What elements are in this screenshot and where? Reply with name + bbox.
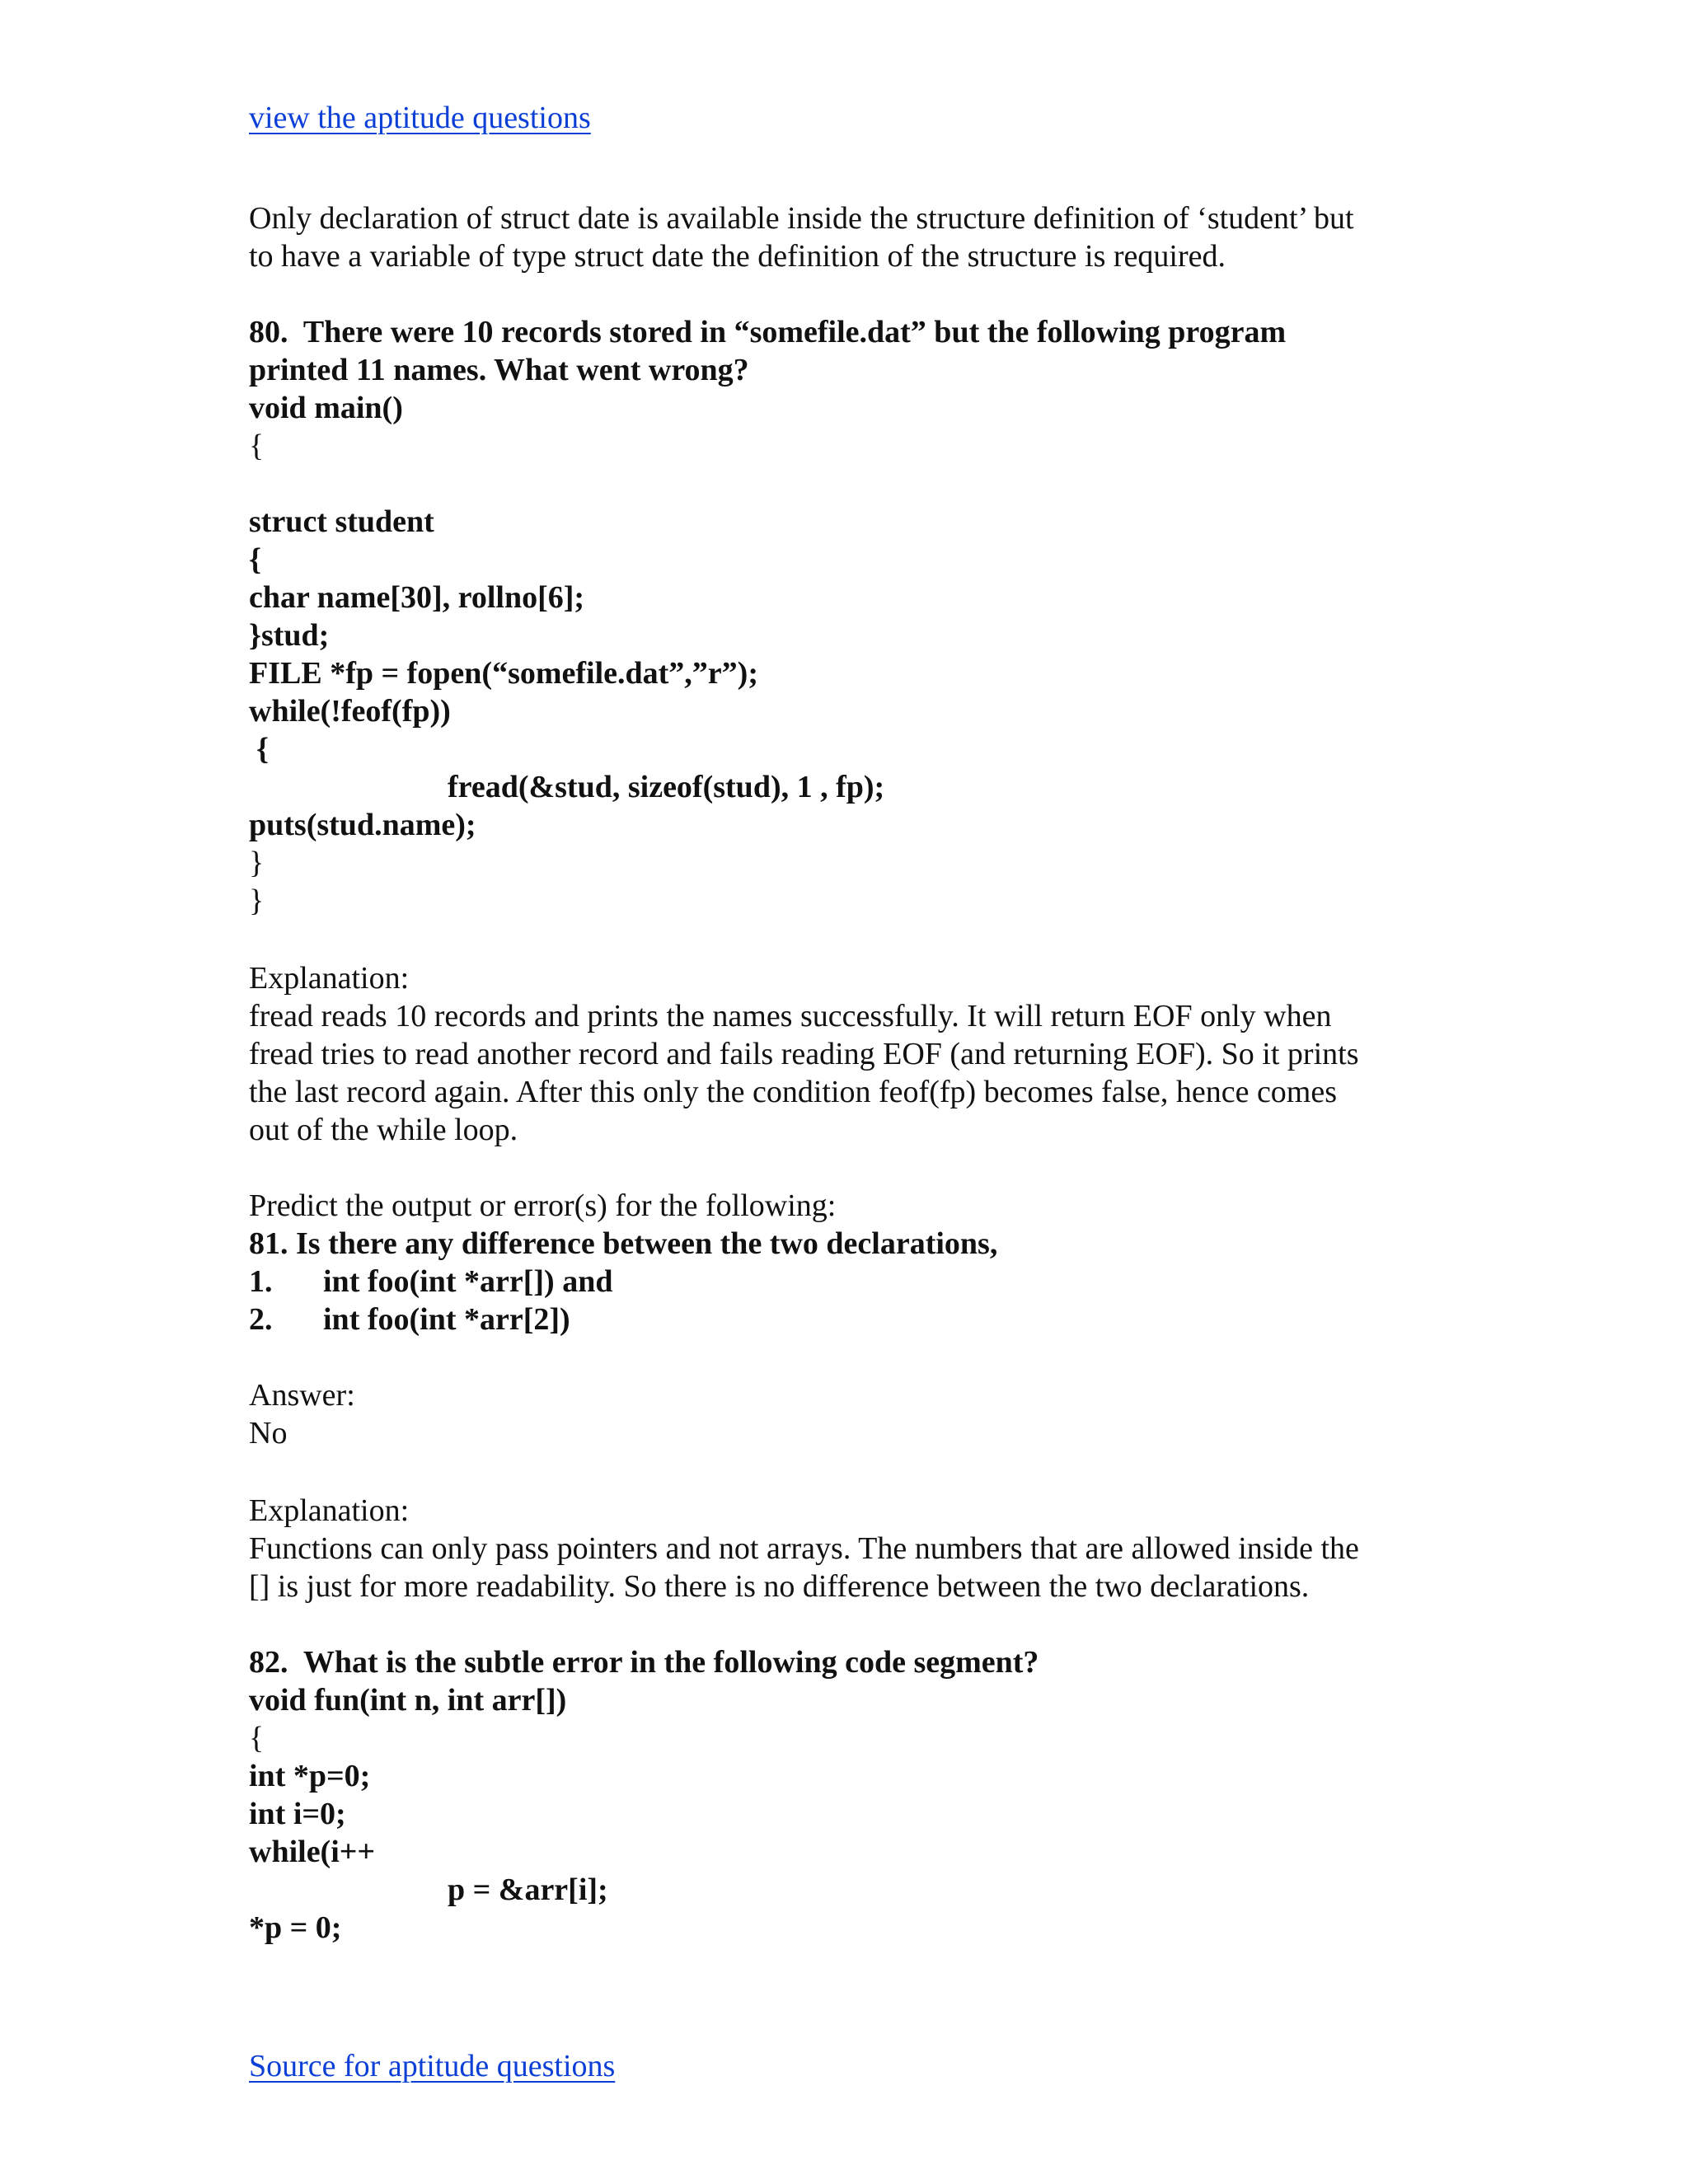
- q81-answer: No: [249, 1416, 288, 1451]
- q81-explanation-line: Functions can only pass pointers and not arrays. The numbers that are allowed inside the: [249, 1531, 1359, 1566]
- view-aptitude-questions-link[interactable]: view the aptitude questions: [249, 101, 591, 135]
- q82-code-line: {: [249, 1721, 265, 1755]
- q80-code-line: char name[30], rollno[6];: [249, 580, 585, 615]
- q80-explanation-label: Explanation:: [249, 961, 410, 996]
- q80-heading-line-2: printed 11 names. What went wrong?: [249, 353, 749, 387]
- q81-item-number: 2.: [249, 1302, 273, 1337]
- intro-line-2: to have a variable of type struct date the definition of the structure is required.: [249, 239, 1226, 274]
- q81-answer-label: Answer:: [249, 1378, 355, 1413]
- q80-code-line: }: [249, 846, 265, 880]
- q82-code-line: void fun(int n, int arr[]): [249, 1683, 567, 1718]
- intro-line-1: Only declaration of struct date is available inside the structure definition of ‘student’ but: [249, 201, 1354, 236]
- q80-code-line: }: [249, 883, 265, 918]
- q80-code-line: {: [249, 429, 265, 463]
- q81-item-number: 1.: [249, 1264, 273, 1299]
- q82-code-line: p = &arr[i];: [448, 1872, 608, 1907]
- q80-code-line: puts(stud.name);: [249, 808, 476, 842]
- q81-item-text: int foo(int *arr[2]): [323, 1302, 570, 1337]
- q81-prompt: Predict the output or error(s) for the following:: [249, 1188, 837, 1223]
- q81-explanation-line: [] is just for more readability. So there is no difference between the two declarations.: [249, 1569, 1310, 1604]
- q80-code-line: fread(&stud, sizeof(stud), 1 , fp);: [448, 770, 885, 804]
- q82-heading: 82. What is the subtle error in the following code segment?: [249, 1645, 1039, 1680]
- q82-code-line: *p = 0;: [249, 1910, 342, 1945]
- q81-explanation-label: Explanation:: [249, 1493, 410, 1528]
- q80-code-line: FILE *fp = fopen(“somefile.dat”,”r”);: [249, 656, 758, 691]
- q82-code-line: int i=0;: [249, 1797, 346, 1831]
- q80-explanation-line: fread reads 10 records and prints the names successfully. It will return EOF only when: [249, 999, 1332, 1033]
- q80-code-line: }stud;: [249, 618, 330, 653]
- q80-code-line: struct student: [249, 504, 434, 539]
- q80-heading-line-1: 80. There were 10 records stored in “somefile.dat” but the following program: [249, 315, 1287, 349]
- source-aptitude-questions-link[interactable]: Source for aptitude questions: [249, 2049, 616, 2083]
- q80-explanation-line: out of the while loop.: [249, 1113, 518, 1147]
- q81-heading: 81. Is there any difference between the two declarations,: [249, 1226, 998, 1261]
- q80-explanation-line: fread tries to read another record and fails reading EOF (and returning EOF). So it prints: [249, 1037, 1359, 1071]
- q80-code-line: void main(): [249, 391, 403, 425]
- q81-item-text: int foo(int *arr[]) and: [323, 1264, 613, 1299]
- q80-code-line: {: [256, 732, 269, 766]
- q80-explanation-line: the last record again. After this only the condition feof(fp) becomes false, hence comes: [249, 1075, 1338, 1109]
- q82-code-line: int *p=0;: [249, 1759, 371, 1793]
- q80-code-line: while(!feof(fp)): [249, 694, 451, 729]
- q82-code-line: while(i++: [249, 1835, 376, 1869]
- q80-code-line: {: [249, 542, 261, 577]
